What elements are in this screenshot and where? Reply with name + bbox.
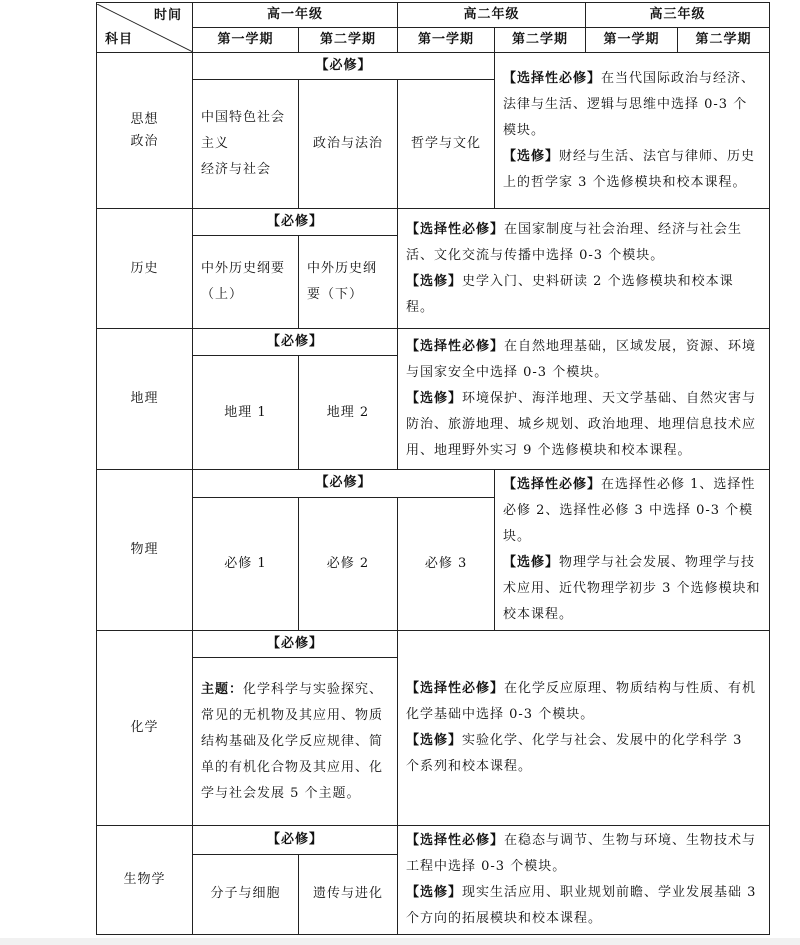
subject-cell-chemistry: 化学	[97, 631, 193, 826]
subject-cell-politics: 思想政治	[97, 53, 193, 209]
course-cell: 必修 2	[299, 497, 398, 630]
course-cell: 地理 2	[299, 356, 398, 470]
politics-options-cell: 【选择性必修】在当代国际政治与经济、法律与生活、逻辑与思维中选择 0-3 个模块。 【选修】财经与生活、法官与律师、历史上的哲学家 3 个选修模块和校本课程。	[495, 53, 770, 209]
course-cell: 遗传与进化	[299, 854, 398, 934]
geography-options-cell: 【选择性必修】在自然地理基础，区域发展，资源、环境与国家安全中选择 0-3 个模块。 【选修】环境保护、海洋地理、天文学基础、自然灾害与防治、旅游地理、城乡规划、政治地理、地理信息技术应用、地理野外实习 9 个选修模块和校本课程。	[398, 329, 770, 470]
course-cell: 必修 3	[398, 497, 495, 630]
chemistry-options-cell: 【选择性必修】在化学反应原理、物质结构与性质、有机化学基础中选择 0-3 个模块。 【选修】实验化学、化学与社会、发展中的化学科学 3 个系列和校本课程。	[398, 631, 770, 826]
course-cell: 政治与法治	[299, 80, 398, 209]
subject-cell-physics: 物理	[97, 470, 193, 631]
physics-options-cell: 【选择性必修】在选择性必修 1、选择性必修 2、选择性必修 3 中选择 0-3 个模块。 【选修】物理学与社会发展、物理学与技术应用、近代物理学初步 3 个选修模块和校本课程。	[495, 470, 770, 631]
must-label: 【必修】	[193, 209, 398, 236]
subject-cell-history: 历史	[97, 209, 193, 329]
course-cell: 中国特色社会主义 经济与社会	[193, 80, 299, 209]
semester-header: 第一学期	[586, 28, 678, 53]
history-options-cell: 【选择性必修】在国家制度与社会治理、经济与社会生活、文化交流与传播中选择 0-3 个模块。 【选修】史学入门、史料研读 2 个选修模块和校本课程。	[398, 209, 770, 329]
course-cell: 必修 1	[193, 497, 299, 630]
semester-header: 第一学期	[193, 28, 299, 53]
semester-header: 第二学期	[495, 28, 586, 53]
biology-options-cell: 【选择性必修】在稳态与调节、生物与环境、生物技术与工程中选择 0-3 个模块。 【选修】现实生活应用、职业规划前瞻、学业发展基础 3 个方向的拓展模块和校本课程。	[398, 826, 770, 935]
must-label: 【必修】	[193, 470, 495, 498]
subject-cell-geography: 地理	[97, 329, 193, 470]
course-cell: 中外历史纲要（下）	[299, 236, 398, 329]
grade-2-header: 高二年级	[398, 3, 586, 28]
semester-header: 第一学期	[398, 28, 495, 53]
grade-3-header: 高三年级	[586, 3, 770, 28]
course-cell: 哲学与文化	[398, 80, 495, 209]
must-label: 【必修】	[193, 631, 398, 658]
must-label: 【必修】	[193, 329, 398, 356]
chemistry-theme-cell: 主题：化学科学与实验探究、常见的无机物及其应用、物质结构基础及化学反应规律、简单的有机化合物及其应用、化学与社会发展 5 个主题。	[193, 658, 398, 826]
subject-label: 科目	[105, 31, 134, 47]
header-corner-cell	[97, 3, 193, 53]
semester-header: 第二学期	[299, 28, 398, 53]
course-cell: 地理 1	[193, 356, 299, 470]
grade-1-header: 高一年级	[193, 3, 398, 28]
curriculum-table	[96, 2, 770, 935]
subject-cell-biology: 生物学	[97, 826, 193, 935]
semester-header: 第二学期	[678, 28, 770, 53]
bottom-scroll-strip	[0, 938, 800, 945]
must-label: 【必修】	[193, 53, 495, 80]
course-cell: 中外历史纲要（上）	[193, 236, 299, 329]
course-cell: 分子与细胞	[193, 854, 299, 934]
must-label: 【必修】	[193, 826, 398, 855]
time-label: 时间	[153, 7, 182, 23]
